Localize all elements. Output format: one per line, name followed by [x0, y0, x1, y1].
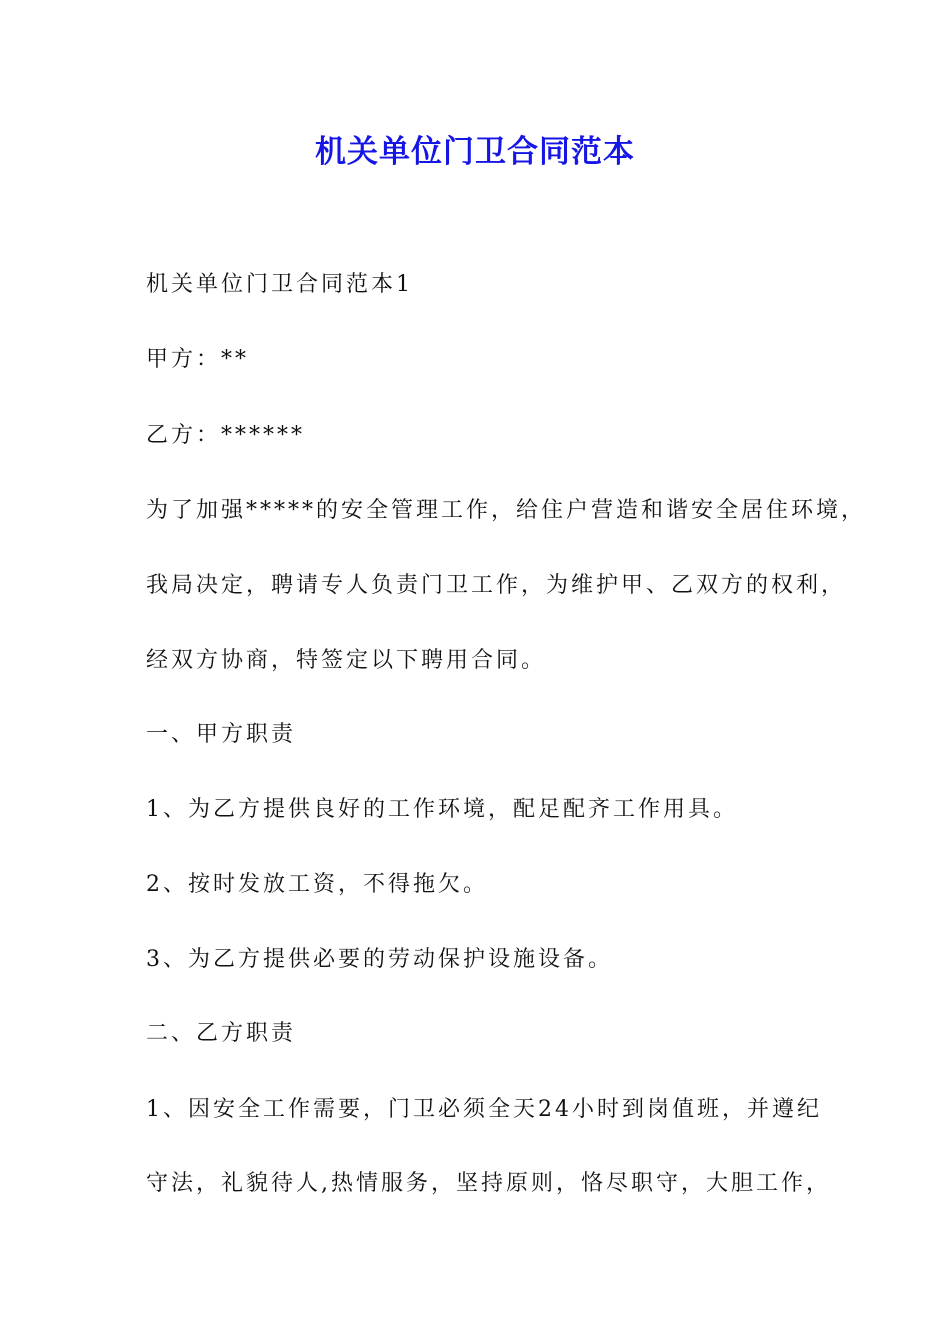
clause-heading: 二、乙方职责: [146, 1021, 297, 1046]
paragraph-line: 经双方协商，特签定以下聘用合同。: [146, 648, 547, 673]
party-b-line: 乙方：******: [146, 423, 306, 448]
clause-item-continued: 守法，礼貌待人,热情服务，坚持原则，恪尽职守，大胆工作，: [146, 1171, 831, 1196]
clause-item: 1、为乙方提供良好的工作环境，配足配齐工作用具。: [146, 797, 738, 822]
clause-item: 3、为乙方提供必要的劳动保护设施设备。: [146, 947, 613, 972]
clause-item: 1、因安全工作需要，门卫必须全天24小时到岗值班，并遵纪: [146, 1097, 822, 1122]
document-title: 机关单位门卫合同范本: [315, 134, 635, 170]
party-a-line: 甲方：**: [146, 347, 250, 372]
clause-heading: 一、甲方职责: [146, 722, 297, 747]
paragraph-line: 我局决定，聘请专人负责门卫工作，为维护甲、乙双方的权利，: [146, 573, 847, 598]
section-heading: 机关单位门卫合同范本1: [146, 272, 413, 297]
paragraph-line: 为了加强*****的安全管理工作，给住户营造和谐安全居住环境，: [146, 498, 867, 523]
clause-item: 2、按时发放工资，不得拖欠。: [146, 872, 488, 897]
